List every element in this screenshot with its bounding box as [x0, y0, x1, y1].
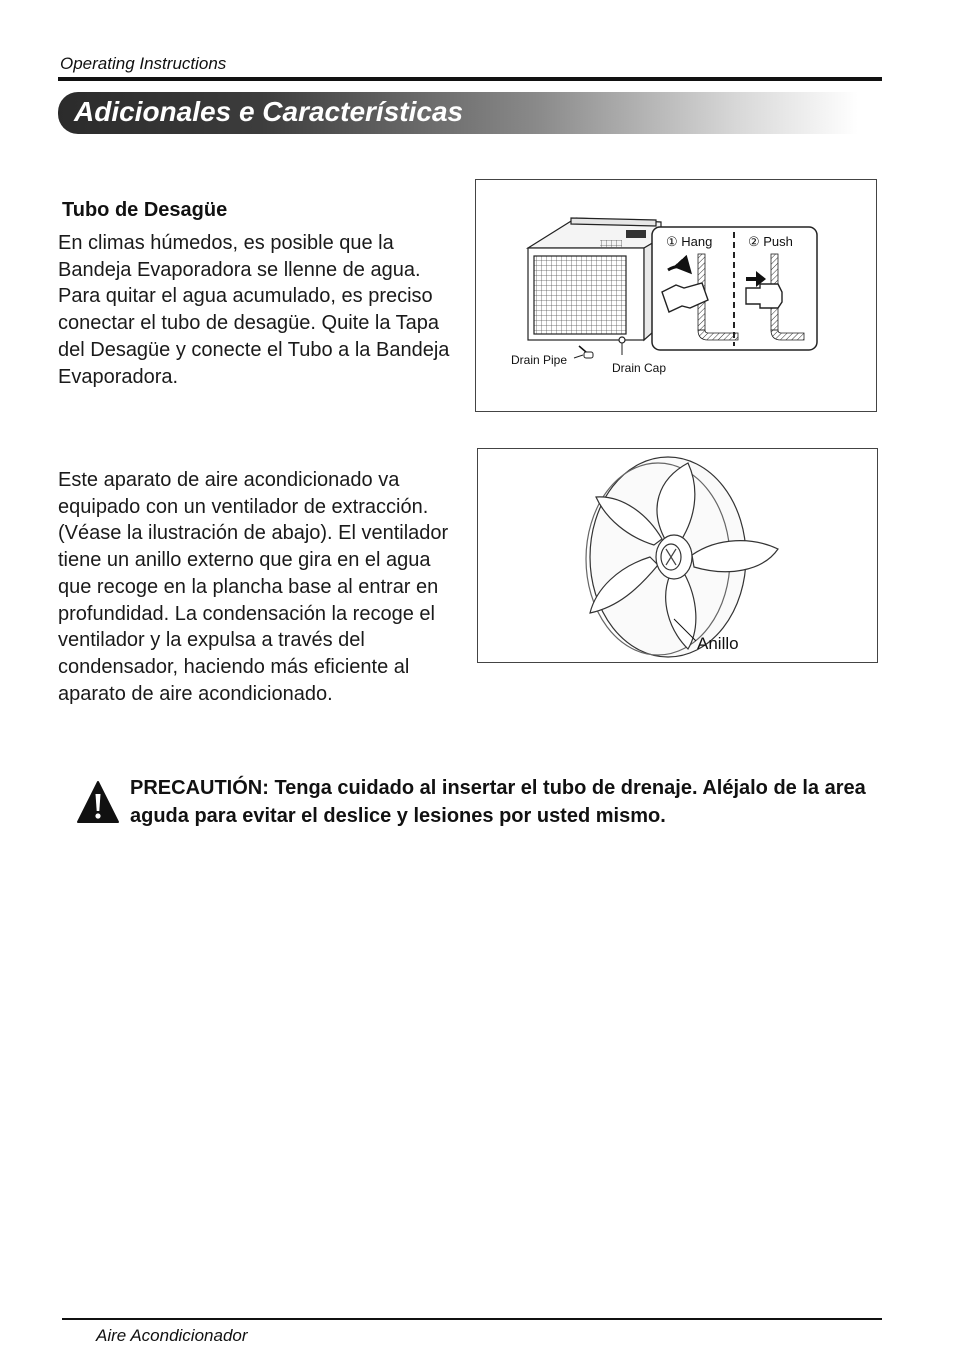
fan-paragraph: Este aparato de aire acondicionado va equipado con un ventilador de extracción. (Véase la ilustración de abajo). El ventilador tiene un anillo externo que gira en el agua que recoge en la plancha base al entrar en profundidad. La condensación la recoge el ventilador y la expulsa a través del condensador, haciendo más eficiente al aparato de aire acondicionado.	[58, 469, 449, 705]
warning-triangle-icon	[76, 780, 120, 824]
footer-label: Aire Acondicionador	[96, 1326, 248, 1345]
drain-figure	[475, 179, 877, 412]
drain-illustration	[476, 180, 876, 411]
fan-figure	[477, 448, 878, 663]
drain-paragraph: En climas húmedos, es posible que la Bandeja Evaporadora se llenne de agua. Para quitar el agua acumulado, es preciso conectar el tubo de desagüe. Quite la Tapa del Desagüe y conecte el Tubo a la Bandeja Evaporadora.	[58, 232, 450, 388]
header-section-label: Operating Instructions	[60, 54, 227, 73]
drain-pipe-label: Drain Pipe	[511, 353, 568, 367]
step-push-label: ② Push	[748, 234, 793, 249]
page-title: Adicionales e Características	[74, 96, 464, 127]
caution-label: PRECAUTIÓN:	[130, 777, 269, 799]
drain-cap-label: Drain Cap	[612, 361, 667, 375]
title-banner	[58, 92, 858, 134]
step-hang-label: ① Hang	[666, 234, 713, 249]
caution-message: Tenga cuidado al insertar el tubo de drenaje. Aléjalo de la area aguda para evitar el deslice y lesiones por usted mismo.	[130, 777, 866, 827]
footer-rule	[62, 1318, 882, 1320]
drain-heading: Tubo de Desagüe	[62, 199, 228, 221]
fan-illustration	[478, 449, 877, 662]
ring-label: Anillo	[697, 634, 739, 653]
drain-pipe-drawing	[574, 343, 622, 358]
header-rule	[58, 77, 882, 81]
caution-text	[130, 774, 890, 830]
ac-unit-drawing	[528, 218, 661, 343]
